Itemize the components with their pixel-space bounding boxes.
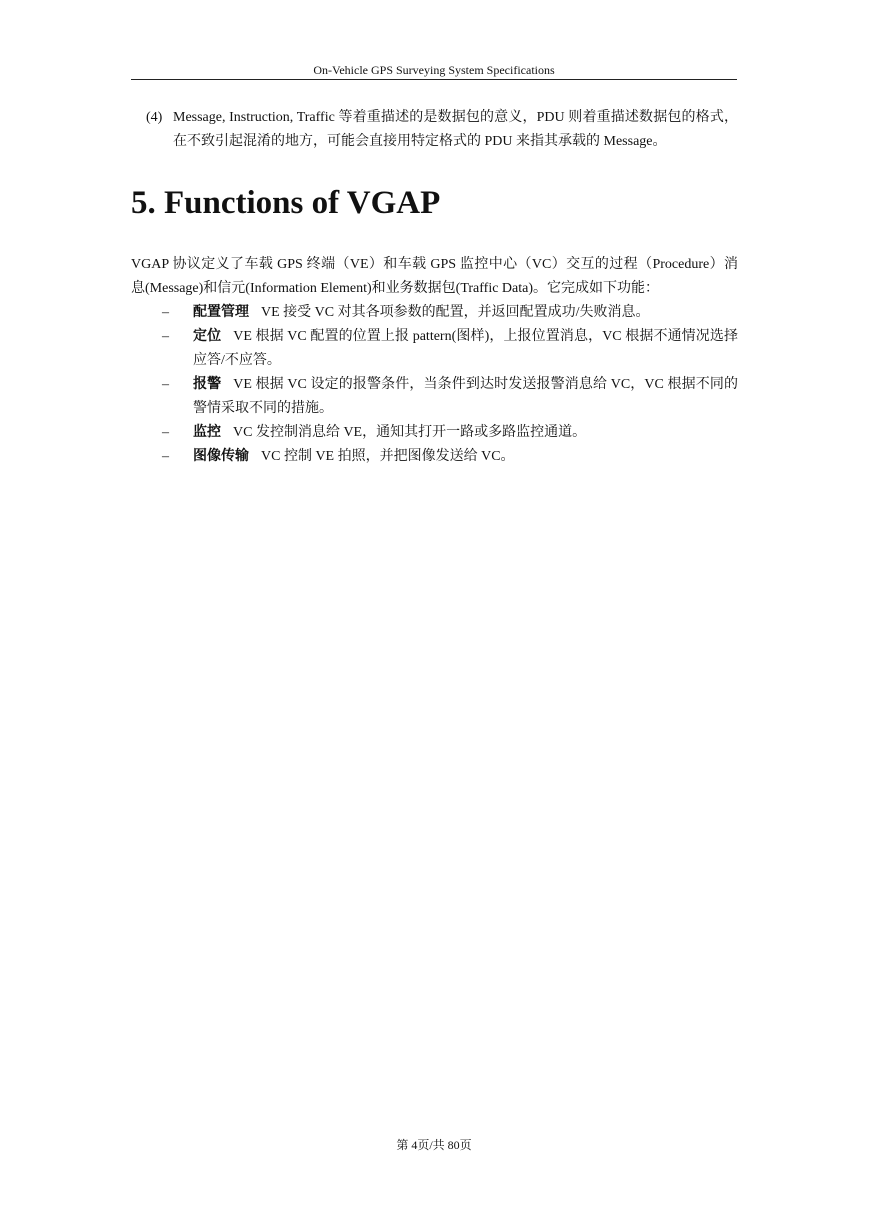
list-item [131, 421, 738, 445]
list-item-term: 定位 [193, 329, 222, 344]
list-item-term: 监控 [193, 425, 221, 440]
list-item-text: VC 控制 VE 拍照，并把图像发送给 VC。 [261, 449, 515, 464]
list-item-text: VE 根据 VC 配置的位置上报 pattern(图样)，上报位置消息，VC 根据不通情况选择应答/不应答。 [193, 329, 738, 368]
page-header: On-Vehicle GPS Surveying System Specifications [313, 63, 555, 77]
list-item-text: VE 根据 VC 设定的报警条件，当条件到达时发送报警消息给 VC，VC 根据不同的警情采取不同的措施。 [193, 377, 738, 416]
list-item [131, 301, 738, 325]
list-item-term: 报警 [193, 377, 222, 392]
page-footer: 第 4页/共 80页 [396, 1138, 472, 1152]
list-item [131, 373, 738, 421]
note-paragraph [146, 106, 738, 154]
list-item [131, 325, 738, 373]
section-heading: 5. Functions of VGAP [131, 185, 441, 221]
list-dash: – [162, 449, 169, 464]
section-intro: VGAP 协议定义了车载 GPS 终端（VE）和车载 GPS 监控中心（VC）交互的过程（Procedure）消息(Message)和信元(Information Element)和业务数据包(Traffic Data)。它完成如下功能： [131, 257, 738, 296]
list-item-text: VE 接受 VC 对其各项参数的配置，并返回配置成功/失败消息。 [261, 305, 650, 320]
note-number: (4) [146, 110, 163, 125]
list-item-term: 图像传输 [193, 449, 249, 464]
list-item-text: VC 发控制消息给 VE，通知其打开一路或多路监控通道。 [233, 425, 587, 440]
list-dash: – [162, 305, 169, 320]
note-text: Message, Instruction, Traffic 等着重描述的是数据包的意义，PDU 则着重描述数据包的格式，在不致引起混淆的地方，可能会直接用特定格式的 PDU 来指其承载的 Message。 [173, 110, 738, 149]
function-list [131, 301, 738, 469]
list-dash: – [162, 329, 169, 344]
list-dash: – [162, 425, 169, 440]
header-rule [131, 79, 737, 80]
list-dash: – [162, 377, 169, 392]
list-item-term: 配置管理 [193, 305, 249, 320]
list-item [131, 445, 738, 469]
